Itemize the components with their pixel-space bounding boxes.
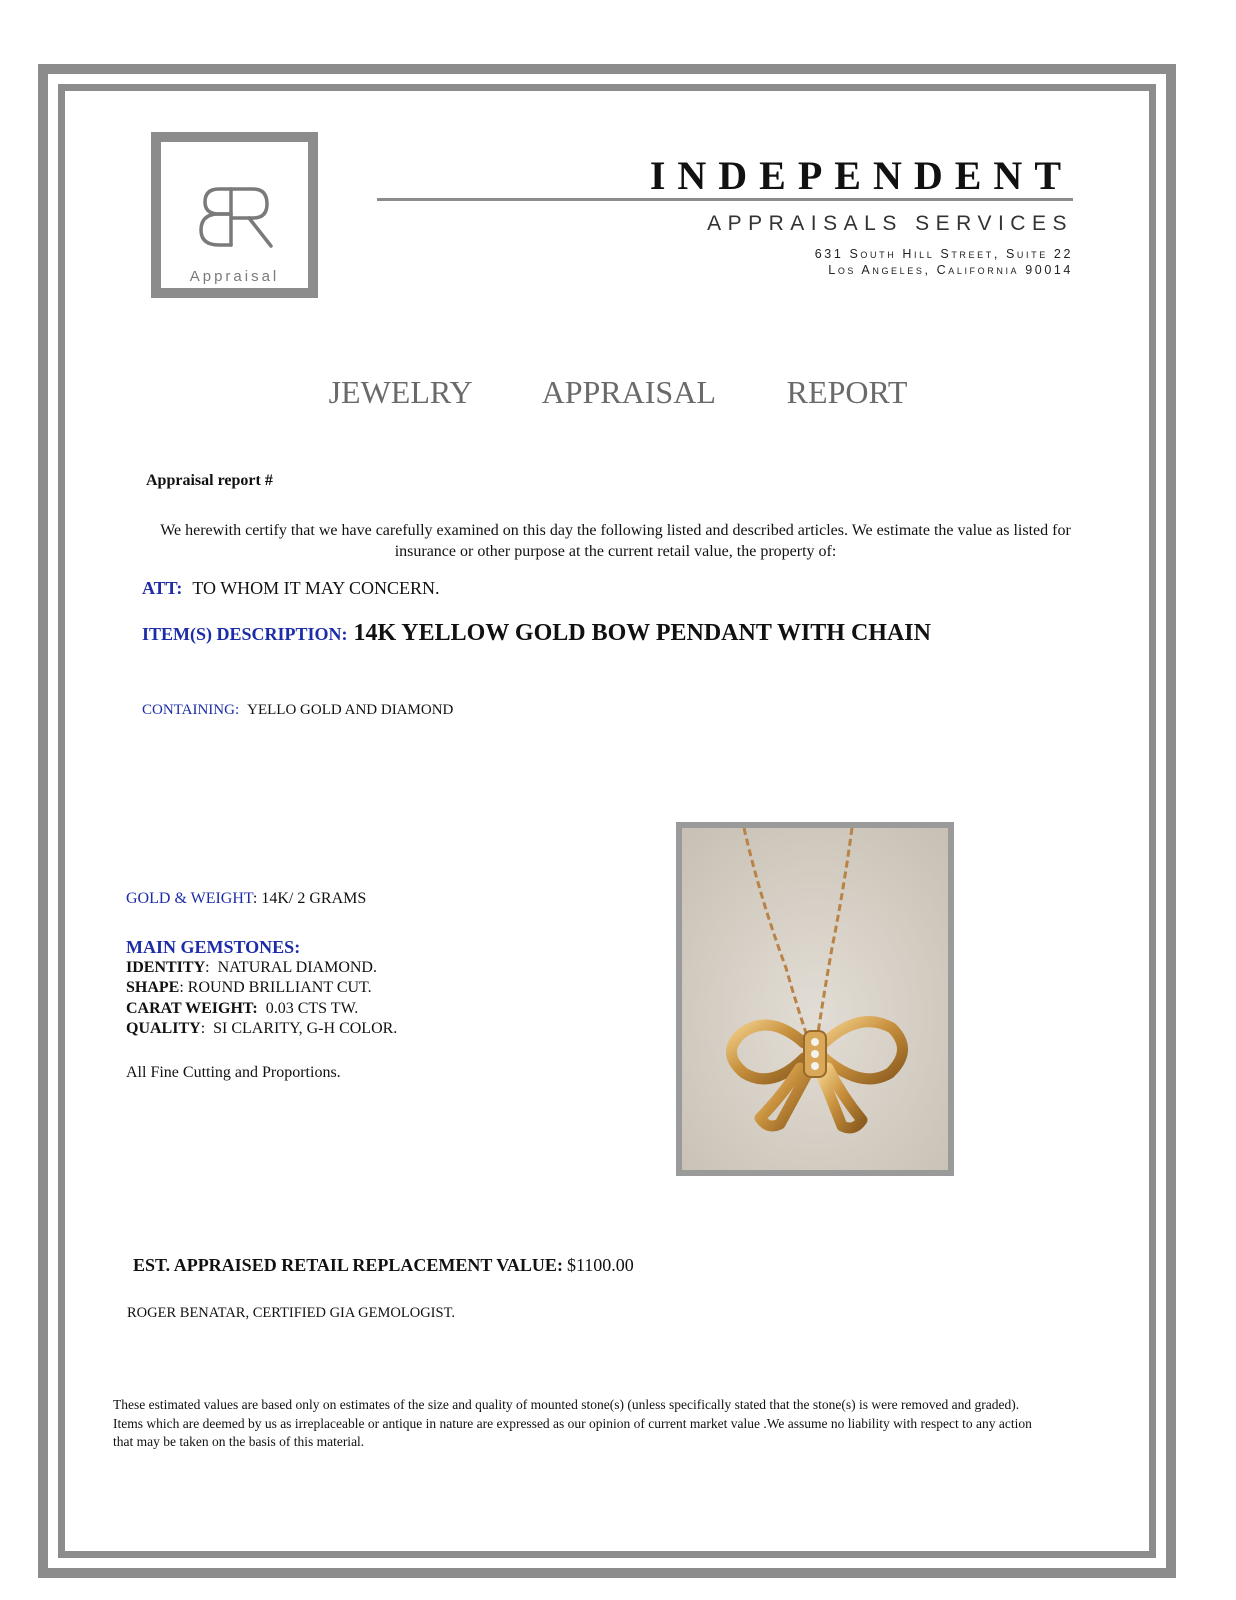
containing-line — [142, 702, 453, 719]
gemstones-heading: MAIN GEMSTONES: — [126, 937, 301, 957]
quality-value: : SI CLARITY, G-H COLOR. — [200, 1020, 398, 1037]
br-monogram-icon — [161, 142, 308, 288]
appraiser-signature-line: ROGER BENATAR, CERTIFIED GIA GEMOLOGIST. — [127, 1305, 455, 1321]
containing-label: CONTAINING: — [142, 702, 240, 718]
appraisal-logo — [151, 132, 318, 298]
company-address — [815, 246, 1073, 278]
gold-weight-line — [126, 890, 366, 908]
appraised-value-label: EST. APPRAISED RETAIL REPLACEMENT VALUE: — [133, 1255, 563, 1275]
disclaimer-text: These estimated values are based only on estimates of the size and quality of mounted stone(s) (unless specifically stated that the stone(s) is were removed and graded). Items which are deemed by us as irreplaceable or antique in nature are expressed as our opinion of current market value .We assume no liability with respect to any action that may be taken on the basis of this material. — [113, 1397, 1032, 1449]
pendant-photo — [676, 822, 954, 1176]
header-divider — [377, 198, 1073, 201]
carat-label: CARAT WEIGHT: — [126, 999, 258, 1017]
att-value: TO WHOM IT MAY CONCERN. — [192, 578, 440, 598]
containing-value: YELLO GOLD AND DIAMOND — [247, 702, 454, 718]
inner-border — [58, 84, 1156, 1558]
gemstones-section — [126, 937, 397, 1040]
address-line-2: Los Angeles, California 90014 — [828, 263, 1073, 277]
item-description-line — [142, 620, 931, 647]
identity-row — [126, 958, 397, 979]
identity-value: : NATURAL DIAMOND. — [205, 958, 377, 976]
gold-weight-label: GOLD & WEIGHT — [126, 890, 253, 907]
appraised-value-line — [133, 1255, 634, 1276]
item-description-value: 14K YELLOW GOLD BOW PENDANT WITH CHAIN — [353, 620, 931, 646]
shape-label: SHAPE — [126, 979, 180, 996]
quality-label: QUALITY — [126, 1020, 201, 1037]
bow-pendant-image — [682, 828, 948, 1170]
quality-row — [126, 1019, 397, 1040]
company-name: INDEPENDENT — [649, 153, 1073, 198]
identity-label: IDENTITY — [126, 958, 206, 976]
item-description-label: ITEM(S) DESCRIPTION: — [142, 624, 348, 644]
carat-row — [126, 999, 397, 1020]
att-label: ATT: — [142, 578, 183, 598]
gold-weight-value: : 14K/ 2 GRAMS — [252, 890, 367, 907]
carat-value: 0.03 CTS TW. — [257, 999, 359, 1017]
fine-cutting-note: All Fine Cutting and Proportions. — [126, 1064, 341, 1081]
certification-statement: We herewith certify that we have carefully examined on this day the following listed and described articles. We estimate the value as listed for insurance or other purpose at the current retail value, the property of: — [160, 522, 1071, 560]
logo-caption: Appraisal — [189, 268, 280, 285]
report-title: JEWELRY APPRAISAL REPORT — [328, 374, 908, 410]
appraised-value: $1100.00 — [566, 1255, 634, 1275]
attention-line — [142, 578, 440, 599]
address-line-1: 631 South Hill Street, Suite 22 — [814, 247, 1073, 261]
company-subtitle: APPRAISALS SERVICES — [707, 212, 1073, 235]
shape-row — [126, 978, 397, 999]
report-number-label: Appraisal report # — [146, 472, 273, 489]
shape-value: : ROUND BRILLIANT CUT. — [179, 979, 372, 996]
